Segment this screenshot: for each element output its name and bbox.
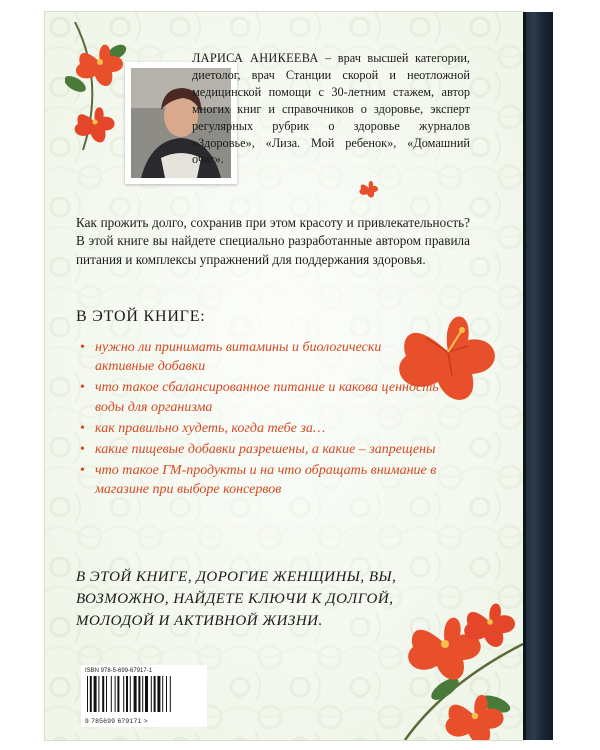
list-item: • какие пищевые добавки разрешены, а какие – запрещены [80,440,440,459]
bullet-icon: • [80,463,85,479]
barcode-digits: 9 785699 679171 > [85,718,149,725]
intro-paragraph: Как прожить долго, сохранив при этом красоту и привлекательность? В этой книге вы найдете специально разработанные автором правила питания и комплексы упражнений для поддержания здоровья. [76,215,470,267]
book-spine [523,12,553,740]
isbn-barcode-block [81,665,207,727]
author-bio [192,50,470,168]
bullet-icon: • [80,420,85,436]
isbn-label: ISBN 978-5-699-67917-1 [85,668,153,674]
spine-edge [523,12,526,740]
bullet-icon: • [80,442,85,458]
list-item: • как правильно худеть, когда тебе за… [80,419,440,438]
section-title: В ЭТОЙ КНИГЕ: [76,308,206,325]
list-item: • что такое ГМ-продукты и на что обращать внимание в магазине при выборе консервов [80,463,437,498]
topic-list [80,338,440,502]
author-bio-text: – врач высшей категории, диетолог, врач Станции скорой и неотложной медицинской помощи с 30-летним стажем, автор многих книг и справочников о здоровье, эксперт регулярных рубрик о здоровье журналов «Здоровье», «Лиза. Мой ребенок», «Домашний очаг». [192,51,470,167]
author-name: ЛАРИСА АНИКЕЕВА [192,51,319,65]
bullet-icon: • [80,340,85,355]
small-flower-icon [359,178,379,198]
barcode-icon [85,676,195,712]
list-item: • что такое сбалансированное питание и какова ценность воды для организма [80,380,439,415]
bullet-icon: • [80,380,85,396]
closing-statement: В ЭТОЙ КНИГЕ, ДОРОГИЕ ЖЕНЩИНЫ, ВЫ, ВОЗМОЖНО, НАЙДЕТЕ КЛЮЧИ К ДОЛГОЙ, МОЛОДОЙ И АКТИВНОЙ ЖИЗНИ. [76,569,397,629]
list-item: • нужно ли принимать витамины и биологически активные добавки [80,340,382,375]
